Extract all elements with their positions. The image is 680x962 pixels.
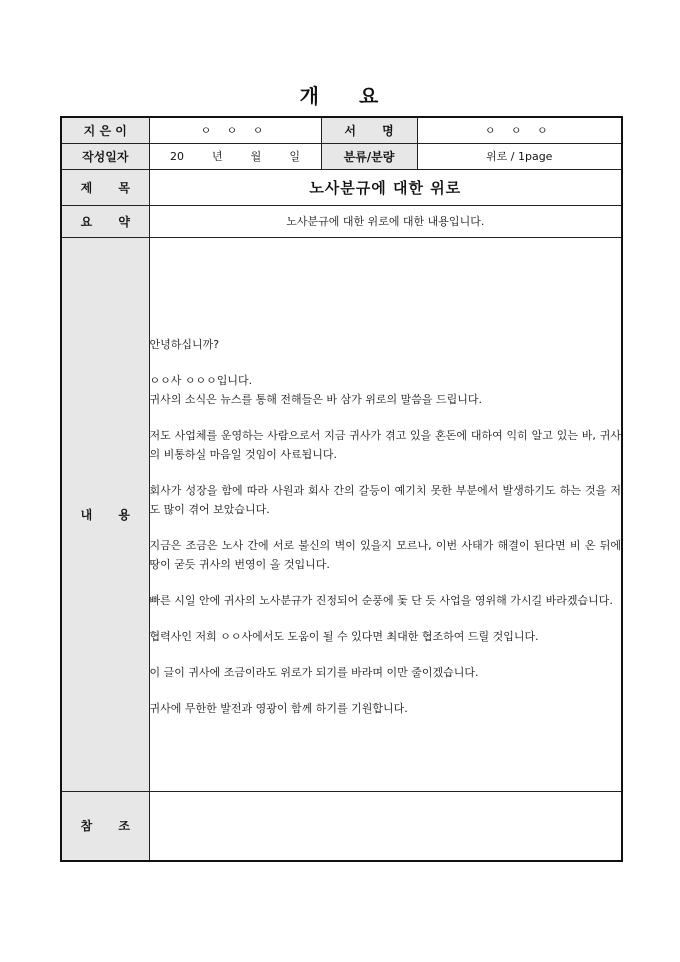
- summary-row: [61, 205, 622, 237]
- author-value: ㅇ ㅇ ㅇ: [149, 117, 321, 143]
- overview-form-table: [60, 116, 623, 862]
- date-year-unit: 년: [212, 150, 223, 163]
- summary-value: 노사분규에 대한 위로에 대한 내용입니다.: [149, 205, 622, 237]
- date-label: 작성일자: [61, 143, 149, 169]
- content-paragraphs: [150, 293, 622, 718]
- date-row: [61, 143, 622, 169]
- signature-label: 서 명: [321, 117, 417, 143]
- page-title: [0, 80, 680, 109]
- content-paragraph: 귀사에 무한한 발전과 영광이 함께 하기를 기원합니다.: [149, 702, 408, 715]
- reference-label: 참 조: [61, 791, 149, 861]
- content-paragraph: 저도 사업체를 운영하는 사람으로서 지금 귀사가 겪고 있을 혼돈에 대하여 익히 알고 있는 바, 귀사의 비통하실 마음일 것임이 사료됩니다.: [149, 429, 621, 461]
- title-char-2: 요: [359, 84, 381, 108]
- category-label: 분류/분량: [321, 143, 417, 169]
- content-body: [149, 237, 622, 791]
- summary-label: 요 약: [61, 205, 149, 237]
- content-row: [61, 237, 622, 791]
- content-label: 내 용: [61, 237, 149, 791]
- subject-label: 제 목: [61, 169, 149, 205]
- title-char-1: 개: [299, 84, 321, 108]
- date-day-unit: 일: [289, 150, 300, 163]
- author-label: 지 은 이: [61, 117, 149, 143]
- reference-value: [149, 791, 622, 861]
- content-paragraph: ㅇㅇ사 ㅇㅇㅇ입니다. 귀사의 소식은 뉴스를 통해 전해들은 바 삼가 위로의 말씀을 드립니다.: [149, 374, 482, 406]
- content-paragraph: 지금은 조금은 노사 간에 서로 불신의 벽이 있을지 모르나, 이번 사태가 해결이 된다면 비 온 뒤에 땅이 굳듯 귀사의 번영이 올 것입니다.: [149, 539, 621, 571]
- content-paragraph: 회사가 성장을 함에 따라 사원과 회사 간의 갈등이 예기치 못한 부분에서 발생하기도 하는 것을 저도 많이 겪어 보았습니다.: [149, 484, 621, 516]
- reference-row: [61, 791, 622, 861]
- subject-value: 노사분규에 대한 위로: [149, 169, 622, 205]
- category-value: 위로 / 1page: [417, 143, 622, 169]
- date-month-unit: 월: [250, 150, 262, 163]
- author-row: [61, 117, 622, 143]
- content-paragraph: 빠른 시일 안에 귀사의 노사분규가 진정되어 순풍에 돛 단 듯 사업을 영위해 가시길 바라겠습니다.: [149, 594, 613, 607]
- signature-value: ㅇ ㅇ ㅇ: [417, 117, 622, 143]
- content-paragraph: 안녕하십니까?: [149, 338, 220, 351]
- subject-row: [61, 169, 622, 205]
- content-paragraph: 이 글이 귀사에 조금이라도 위로가 되기를 바라며 이만 줄이겠습니다.: [149, 666, 479, 679]
- date-value: [149, 143, 321, 169]
- date-year: 20: [170, 150, 185, 163]
- content-paragraph: 협력사인 저희 ㅇㅇ사에서도 도움이 될 수 있다면 최대한 협조하여 드릴 것입니다.: [149, 630, 539, 643]
